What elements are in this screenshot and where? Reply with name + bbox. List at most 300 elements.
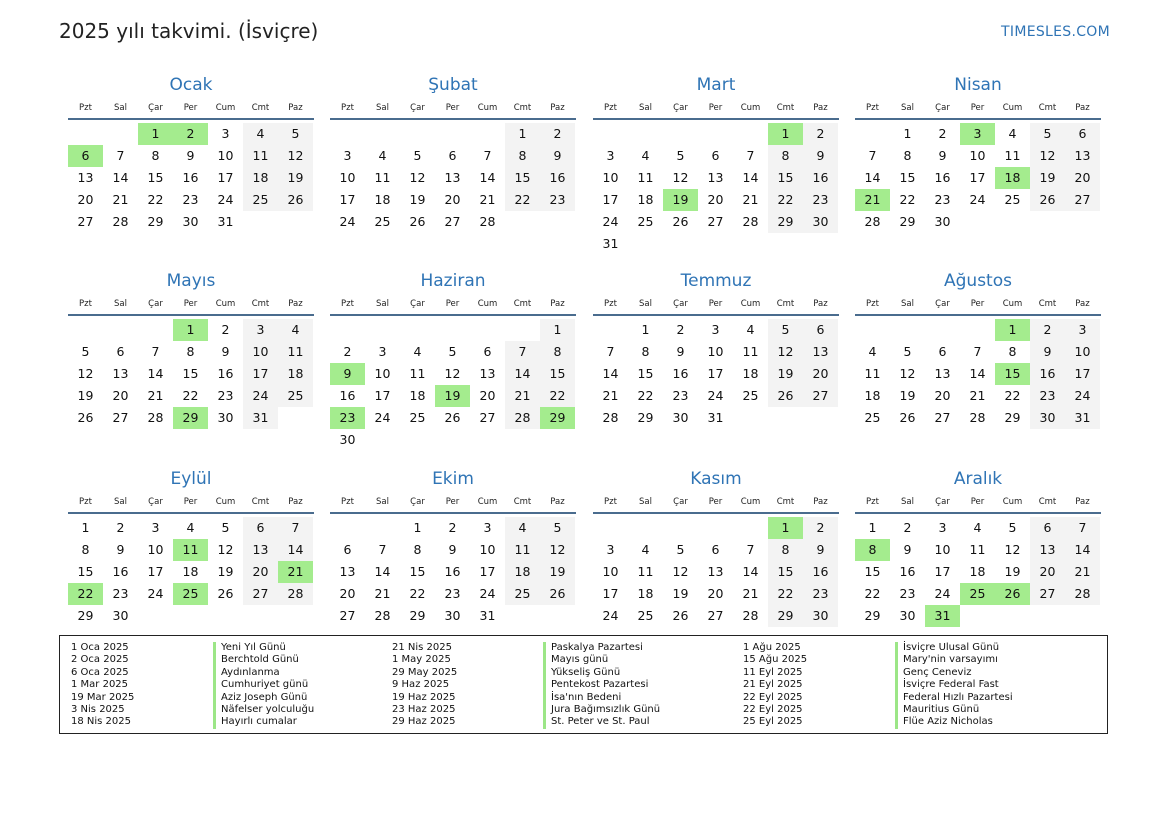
- weekday-label: Sal: [114, 299, 127, 309]
- day-cell: 23: [899, 586, 916, 601]
- day-cell: 24: [969, 192, 986, 207]
- holiday-day-cell: 1: [768, 123, 803, 145]
- weekday-label: Çar: [935, 103, 950, 113]
- day-cell: 29: [1004, 410, 1021, 425]
- day-cell: 3: [711, 322, 720, 337]
- day-cell: 20: [1030, 561, 1065, 583]
- day-cell: 6: [938, 344, 947, 359]
- day-cell: 19: [77, 388, 94, 403]
- day-cell: 23: [217, 388, 234, 403]
- day-cell: 21: [969, 388, 986, 403]
- day-cell: 17: [934, 564, 951, 579]
- day-cell: 14: [742, 564, 759, 579]
- day-cell: 21: [147, 388, 164, 403]
- day-cell: 2: [803, 123, 838, 145]
- weekday-label: Sal: [114, 103, 127, 113]
- weekday-label: Paz: [550, 299, 565, 309]
- day-cell: 30: [444, 608, 461, 623]
- month-calendar: [855, 270, 1101, 429]
- day-cell: 20: [1065, 167, 1100, 189]
- weekday-label: Cum: [477, 299, 498, 309]
- day-grid: [593, 319, 839, 429]
- day-cell: 18: [742, 366, 759, 381]
- day-cell: 4: [973, 520, 982, 535]
- day-cell: 9: [221, 344, 230, 359]
- day-cell: 29: [77, 608, 94, 623]
- day-cell: 2: [221, 322, 230, 337]
- day-cell: 30: [803, 605, 838, 627]
- day-cell: 17: [339, 192, 356, 207]
- holiday-name: İsa'nın Bedeni: [551, 691, 622, 703]
- month-calendar: [593, 270, 839, 429]
- day-cell: 24: [339, 214, 356, 229]
- weekday-header: [330, 298, 576, 316]
- day-cell: 13: [934, 366, 951, 381]
- empty-cell: [593, 123, 628, 145]
- day-cell: 6: [711, 542, 720, 557]
- day-cell: 13: [479, 366, 496, 381]
- day-cell: 12: [1030, 145, 1065, 167]
- month-name: Nisan: [954, 75, 1002, 95]
- weekday-label: Çar: [673, 497, 688, 507]
- empty-cell: [103, 319, 138, 341]
- holiday-date: 25 Eyl 2025: [743, 716, 803, 728]
- day-cell: 29: [409, 608, 426, 623]
- day-cell: 10: [479, 542, 496, 557]
- day-cell: 14: [112, 170, 129, 185]
- empty-cell: [663, 123, 698, 145]
- day-cell: 28: [742, 608, 759, 623]
- day-cell: 19: [899, 388, 916, 403]
- weekday-header: [330, 102, 576, 120]
- day-cell: 19: [672, 586, 689, 601]
- day-cell: 11: [374, 170, 391, 185]
- day-cell: 11: [505, 539, 540, 561]
- day-cell: 5: [768, 319, 803, 341]
- holiday-day-cell: 1: [138, 123, 173, 145]
- holiday-date: 18 Nis 2025: [71, 716, 131, 728]
- month-calendar: [330, 270, 576, 451]
- day-cell: 15: [637, 366, 654, 381]
- day-cell: 8: [505, 145, 540, 167]
- day-cell: 26: [278, 189, 313, 211]
- day-cell: 15: [768, 167, 803, 189]
- holiday-dates-col-3: [743, 642, 807, 729]
- day-cell: 22: [637, 388, 654, 403]
- day-cell: 15: [409, 564, 426, 579]
- holiday-day-cell: 15: [995, 363, 1030, 385]
- day-cell: 27: [479, 410, 496, 425]
- day-cell: 6: [243, 517, 278, 539]
- day-cell: 23: [803, 583, 838, 605]
- day-cell: 25: [1004, 192, 1021, 207]
- weekday-label: Sal: [376, 497, 389, 507]
- holiday-date: 6 Oca 2025: [71, 666, 129, 678]
- weekday-label: Sal: [901, 103, 914, 113]
- day-cell: 8: [540, 341, 575, 363]
- empty-cell: [470, 319, 505, 341]
- day-cell: 1: [413, 520, 422, 535]
- day-cell: 11: [742, 344, 759, 359]
- day-cell: 14: [969, 366, 986, 381]
- day-cell: 7: [505, 341, 540, 363]
- day-cell: 15: [768, 561, 803, 583]
- day-cell: 7: [378, 542, 387, 557]
- day-cell: 30: [339, 432, 356, 447]
- day-cell: 25: [505, 583, 540, 605]
- holiday-name: İsviçre Federal Fast: [903, 679, 999, 691]
- day-cell: 18: [243, 167, 278, 189]
- day-cell: 6: [448, 148, 457, 163]
- day-cell: 20: [707, 586, 724, 601]
- weekday-label: Paz: [813, 103, 828, 113]
- day-cell: 28: [112, 214, 129, 229]
- day-cell: 4: [1008, 126, 1017, 141]
- month-name: Şubat: [428, 75, 478, 95]
- month-calendar: [68, 270, 314, 429]
- empty-cell: [400, 319, 435, 341]
- day-cell: 31: [707, 410, 724, 425]
- month-name: Aralık: [953, 469, 1003, 489]
- day-grid: [593, 123, 839, 255]
- day-cell: 16: [803, 167, 838, 189]
- day-cell: 5: [1030, 123, 1065, 145]
- day-cell: 27: [243, 583, 278, 605]
- day-cell: 7: [1065, 517, 1100, 539]
- weekday-label: Çar: [410, 497, 425, 507]
- day-cell: 15: [147, 170, 164, 185]
- holiday-day-cell: 1: [173, 319, 208, 341]
- day-cell: 26: [1030, 189, 1065, 211]
- day-cell: 20: [444, 192, 461, 207]
- empty-cell: [365, 517, 400, 539]
- empty-cell: [330, 319, 365, 341]
- month-calendar: [330, 468, 576, 627]
- day-cell: 27: [934, 410, 951, 425]
- holiday-name: İsviçre Ulusal Günü: [903, 642, 1000, 653]
- weekday-label: Paz: [288, 497, 303, 507]
- day-cell: 16: [934, 170, 951, 185]
- holiday-date: 21 Eyl 2025: [743, 679, 803, 691]
- day-cell: 12: [444, 366, 461, 381]
- day-cell: 29: [147, 214, 164, 229]
- day-cell: 15: [505, 167, 540, 189]
- day-cell: 16: [112, 564, 129, 579]
- day-cell: 13: [1065, 145, 1100, 167]
- day-grid: [855, 123, 1101, 233]
- holiday-day-cell: 19: [435, 385, 470, 407]
- holiday-day-cell: 8: [855, 539, 890, 561]
- day-cell: 30: [217, 410, 234, 425]
- day-cell: 8: [768, 539, 803, 561]
- day-cell: 28: [1065, 583, 1100, 605]
- day-cell: 18: [505, 561, 540, 583]
- day-cell: 9: [448, 542, 457, 557]
- day-cell: 29: [899, 214, 916, 229]
- weekday-label: Cum: [740, 103, 761, 113]
- day-cell: 9: [903, 542, 912, 557]
- weekday-header: [593, 496, 839, 514]
- weekday-header: [68, 298, 314, 316]
- holiday-date: 1 Ağu 2025: [743, 642, 801, 653]
- day-cell: 5: [221, 520, 230, 535]
- day-cell: 7: [746, 148, 755, 163]
- holiday-date: 21 Nis 2025: [392, 642, 452, 653]
- day-cell: 10: [374, 366, 391, 381]
- empty-cell: [960, 319, 995, 341]
- holiday-name: Aydınlanma: [221, 666, 280, 678]
- holiday-dates-col-1: [71, 642, 134, 729]
- day-cell: 14: [374, 564, 391, 579]
- holiday-name: Yeni Yıl Günü: [221, 642, 286, 653]
- weekday-label: Sal: [901, 299, 914, 309]
- month-name: Ekim: [432, 469, 474, 489]
- day-cell: 1: [903, 126, 912, 141]
- day-cell: 26: [672, 608, 689, 623]
- day-cell: 9: [116, 542, 125, 557]
- day-cell: 20: [803, 363, 838, 385]
- day-cell: 22: [768, 583, 803, 605]
- day-cell: 15: [77, 564, 94, 579]
- day-cell: 30: [182, 214, 199, 229]
- day-cell: 31: [602, 236, 619, 251]
- empty-cell: [435, 319, 470, 341]
- day-cell: 7: [746, 542, 755, 557]
- holiday-name: Berchtold Günü: [221, 654, 299, 666]
- day-cell: 10: [339, 170, 356, 185]
- day-cell: 12: [899, 366, 916, 381]
- day-cell: 10: [1065, 341, 1100, 363]
- weekday-label: Sal: [901, 497, 914, 507]
- holiday-day-cell: 18: [995, 167, 1030, 189]
- day-cell: 27: [339, 608, 356, 623]
- month-name: Ağustos: [944, 271, 1012, 291]
- holiday-day-cell: 23: [330, 407, 365, 429]
- day-cell: 11: [864, 366, 881, 381]
- month-name: Ocak: [169, 75, 213, 95]
- day-cell: 28: [969, 410, 986, 425]
- day-cell: 16: [217, 366, 234, 381]
- day-cell: 6: [803, 319, 838, 341]
- empty-cell: [435, 123, 470, 145]
- weekday-label: Cum: [215, 299, 236, 309]
- day-cell: 28: [602, 410, 619, 425]
- day-cell: 10: [602, 170, 619, 185]
- day-cell: 1: [81, 520, 90, 535]
- weekday-label: Cum: [740, 497, 761, 507]
- day-cell: 21: [742, 586, 759, 601]
- day-cell: 24: [707, 388, 724, 403]
- holiday-date: 19 Mar 2025: [71, 691, 135, 703]
- weekday-label: Çar: [935, 299, 950, 309]
- weekday-label: Paz: [1075, 103, 1090, 113]
- day-cell: 3: [243, 319, 278, 341]
- day-cell: 23: [1030, 385, 1065, 407]
- weekday-label: Pzt: [866, 299, 879, 309]
- weekday-label: Per: [708, 299, 723, 309]
- day-cell: 30: [934, 214, 951, 229]
- day-cell: 20: [243, 561, 278, 583]
- day-cell: 21: [479, 192, 496, 207]
- day-cell: 8: [413, 542, 422, 557]
- day-cell: 3: [1065, 319, 1100, 341]
- holiday-name: Aziz Joseph Günü: [221, 691, 308, 703]
- day-cell: 21: [374, 586, 391, 601]
- day-cell: 30: [1030, 407, 1065, 429]
- day-cell: 17: [374, 388, 391, 403]
- holiday-day-cell: 19: [663, 189, 698, 211]
- day-cell: 13: [243, 539, 278, 561]
- weekday-label: Per: [708, 497, 723, 507]
- weekday-label: Paz: [813, 497, 828, 507]
- day-cell: 1: [641, 322, 650, 337]
- day-cell: 29: [768, 211, 803, 233]
- holiday-name: Mauritius Günü: [903, 704, 980, 716]
- day-cell: 21: [112, 192, 129, 207]
- day-cell: 15: [182, 366, 199, 381]
- day-cell: 7: [278, 517, 313, 539]
- day-cell: 4: [413, 344, 422, 359]
- weekday-label: Sal: [376, 299, 389, 309]
- holiday-day-cell: 25: [960, 583, 995, 605]
- day-cell: 8: [641, 344, 650, 359]
- day-cell: 19: [409, 192, 426, 207]
- day-cell: 13: [707, 170, 724, 185]
- weekday-label: Pzt: [341, 103, 354, 113]
- holiday-date: 2 Oca 2025: [71, 654, 129, 666]
- day-cell: 3: [483, 520, 492, 535]
- day-cell: 1: [540, 319, 575, 341]
- page-title: 2025 yılı takvimi. (İsviçre): [59, 19, 319, 43]
- day-cell: 12: [540, 539, 575, 561]
- day-cell: 14: [742, 170, 759, 185]
- weekday-header: [593, 102, 839, 120]
- holiday-day-cell: 3: [960, 123, 995, 145]
- day-cell: 28: [505, 407, 540, 429]
- weekday-label: Sal: [639, 299, 652, 309]
- site-brand-link[interactable]: TIMESLES.COM: [1001, 24, 1110, 40]
- month-name: Kasım: [690, 469, 742, 489]
- holiday-names-col-3: [895, 642, 1013, 729]
- day-cell: 21: [505, 385, 540, 407]
- day-cell: 1: [505, 123, 540, 145]
- weekday-label: Sal: [639, 497, 652, 507]
- day-cell: 14: [278, 539, 313, 561]
- day-grid: [330, 517, 576, 627]
- holiday-day-cell: 1: [995, 319, 1030, 341]
- day-grid: [68, 319, 314, 429]
- weekday-label: Paz: [550, 497, 565, 507]
- day-cell: 4: [243, 123, 278, 145]
- day-cell: 16: [899, 564, 916, 579]
- weekday-label: Paz: [813, 299, 828, 309]
- day-cell: 26: [899, 410, 916, 425]
- weekday-label: Çar: [410, 299, 425, 309]
- day-cell: 21: [602, 388, 619, 403]
- day-cell: 6: [711, 148, 720, 163]
- day-cell: 13: [803, 341, 838, 363]
- day-cell: 25: [409, 410, 426, 425]
- day-cell: 10: [243, 341, 278, 363]
- holiday-date: 1 Mar 2025: [71, 679, 129, 691]
- day-cell: 6: [343, 542, 352, 557]
- holiday-day-cell: 2: [173, 123, 208, 145]
- day-cell: 22: [864, 586, 881, 601]
- day-cell: 25: [864, 410, 881, 425]
- day-cell: 27: [1030, 583, 1065, 605]
- day-cell: 6: [116, 344, 125, 359]
- day-cell: 6: [483, 344, 492, 359]
- day-cell: 3: [343, 148, 352, 163]
- empty-cell: [698, 517, 733, 539]
- empty-cell: [593, 517, 628, 539]
- day-cell: 22: [540, 385, 575, 407]
- weekday-label: Cmt: [1038, 299, 1057, 309]
- holiday-name: Hayırlı cumalar: [221, 716, 297, 728]
- day-cell: 22: [409, 586, 426, 601]
- holiday-date: 11 Eyl 2025: [743, 666, 803, 678]
- weekday-label: Pzt: [866, 103, 879, 113]
- day-cell: 10: [602, 564, 619, 579]
- day-cell: 3: [378, 344, 387, 359]
- month-name: Eylül: [170, 469, 212, 489]
- weekday-label: Pzt: [866, 497, 879, 507]
- weekday-label: Çar: [148, 103, 163, 113]
- day-grid: [855, 319, 1101, 429]
- weekday-label: Per: [970, 103, 985, 113]
- month-calendar: [855, 74, 1101, 233]
- day-cell: 10: [969, 148, 986, 163]
- day-cell: 13: [112, 366, 129, 381]
- day-cell: 11: [278, 341, 313, 363]
- holiday-name: Genç Ceneviz: [903, 666, 972, 678]
- weekday-label: Per: [183, 497, 198, 507]
- weekday-label: Sal: [376, 103, 389, 113]
- holiday-date: 22 Eyl 2025: [743, 704, 803, 716]
- day-grid: [330, 123, 576, 233]
- holiday-date: 3 Nis 2025: [71, 704, 125, 716]
- day-cell: 3: [606, 542, 615, 557]
- day-cell: 24: [934, 586, 951, 601]
- day-cell: 12: [768, 341, 803, 363]
- day-cell: 12: [278, 145, 313, 167]
- day-cell: 22: [768, 189, 803, 211]
- day-cell: 5: [540, 517, 575, 539]
- day-cell: 5: [676, 148, 685, 163]
- weekday-label: Çar: [410, 103, 425, 113]
- month-name: Temmuz: [680, 271, 752, 291]
- holiday-date: 19 Haz 2025: [392, 691, 456, 703]
- weekday-label: Cmt: [513, 103, 532, 113]
- holiday-day-cell: 9: [330, 363, 365, 385]
- holiday-name: Flüe Aziz Nicholas: [903, 716, 993, 728]
- day-cell: 7: [973, 344, 982, 359]
- holiday-name: St. Peter ve St. Paul: [551, 716, 650, 728]
- weekday-label: Cmt: [251, 103, 270, 113]
- day-grid: [68, 517, 314, 627]
- day-cell: 18: [182, 564, 199, 579]
- day-cell: 16: [540, 167, 575, 189]
- day-cell: 17: [243, 363, 278, 385]
- weekday-label: Paz: [1075, 497, 1090, 507]
- weekday-label: Cum: [477, 103, 498, 113]
- day-cell: 3: [221, 126, 230, 141]
- day-cell: 27: [707, 608, 724, 623]
- weekday-label: Sal: [639, 103, 652, 113]
- day-cell: 5: [676, 542, 685, 557]
- day-cell: 21: [742, 192, 759, 207]
- day-cell: 2: [343, 344, 352, 359]
